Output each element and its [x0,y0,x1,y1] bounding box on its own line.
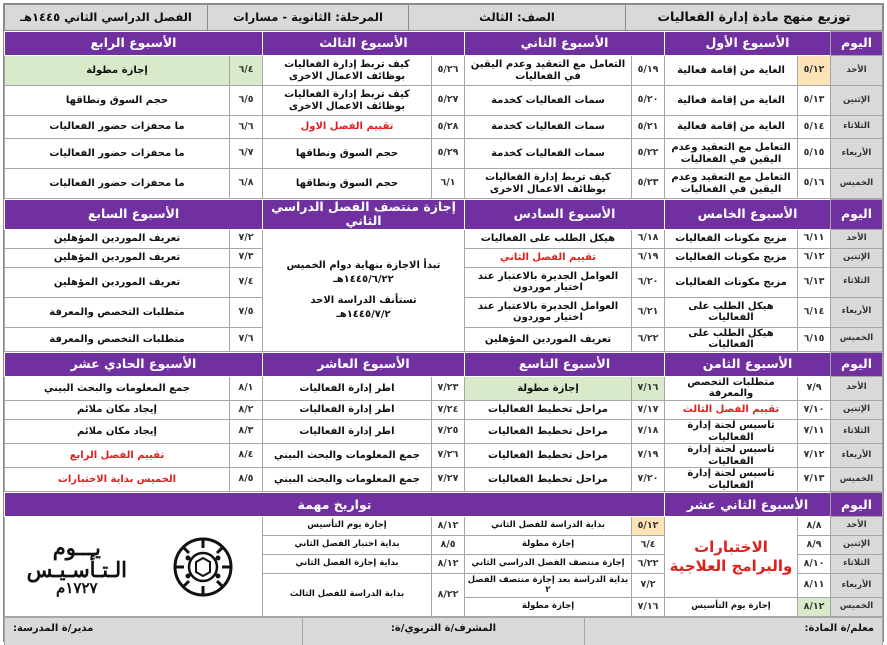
date-cell: ٥/١٩ [632,56,665,86]
lesson-cell: كيف تربط إدارة الفعاليات بوظائف الاعمال الاخرى [262,56,431,86]
date-cell: ٨/١١ [798,574,831,598]
break-resume-text: تستأنف الدراسة الاحد ١٤٤٥/٧/٢هـ [310,295,417,320]
logo-line-3: ١٧٢٧م [56,578,98,597]
date-cell: ٧/١٠ [798,400,831,420]
date-cell: ٨/١ [229,376,262,400]
table-row [5,400,883,420]
day-cell: الإثنين [831,536,883,555]
date-cell: ٧/٢٦ [431,444,464,468]
table-row [5,420,883,444]
week-header-5: الأسبوع الخامس [665,200,831,230]
exams-start-cell: الخميس بداية الاختبارات [5,468,230,492]
date-cell: ٦/٤ [229,56,262,86]
date-cell: ٦/٤ [632,536,665,555]
assessment-cell: تقييم الفصل الثالث [664,400,797,420]
event-cell: بداية إجازة الفصل الثاني [263,555,432,574]
day-cell: الثلاثاء [831,555,883,574]
date-cell: ٧/٢ [632,574,665,598]
date-cell: ٨/٤ [229,444,262,468]
date-cell: ٥/١٦ [798,169,831,199]
week-header-1: الأسبوع الأول [665,32,831,56]
day-cell: الخميس [831,468,883,492]
lesson-cell: الغاية من إقامة فعالية [665,86,798,116]
lesson-cell: كيف تربط إدارة الفعاليات بوظائف الاعمال الاخرى [262,86,431,116]
date-cell: ٦/٢٠ [632,267,665,297]
teacher-signature: معلم/ة المادة: [585,618,883,645]
date-cell: ٦/٢٢ [632,555,665,574]
table-row [5,229,883,248]
date-cell: ٧/٤ [230,267,263,297]
date-cell: ٨/٢٢ [432,574,465,617]
lesson-cell: مزيج مكونات الفعاليات [665,267,798,297]
date-cell: ٧/٣ [230,248,263,267]
lesson-cell: حجم السوق ونطاقها [5,86,230,116]
lesson-cell: جمع المعلومات والبحث البيني [5,376,230,400]
day-header: اليوم [831,493,883,517]
lesson-cell: التعامل مع التعقيد وعدم اليقين في الفعاليات [665,169,798,199]
date-cell: ٧/١٦ [632,598,665,617]
logo-line-2: الـتـأسـيـس [26,556,127,582]
midterm-break-header: إجازة منتصف الفصل الدراسي الثاني [263,200,465,230]
date-cell: ٧/٢٤ [431,400,464,420]
date-cell: ٧/١٧ [631,400,664,420]
founding-day-logo [5,517,263,617]
date-cell: ٥/٢٩ [432,139,465,169]
day-header: اليوم [831,32,883,56]
lesson-cell: التعامل مع التعقيد وعدم اليقين في الفعاليات [465,56,632,86]
lesson-cell: هيكل الطلب على الفعاليات [665,297,798,327]
day-cell: الأربعاء [831,297,883,327]
lesson-cell: تأسيس لجنة إدارة الفعاليات [664,444,797,468]
lesson-cell: تعريف الموردين المؤهلين [5,229,230,248]
week-header-3: الأسبوع الثالث [262,32,464,56]
table-row [5,86,883,116]
block-week-12-and-important-dates [4,492,883,617]
lesson-cell: العوامل الجديرة بالاعتبار عند اختيار موردون [465,297,632,327]
day-cell: الثلاثاء [831,420,883,444]
date-cell: ٨/٥ [432,536,465,555]
date-cell: ٥/١٢ [632,517,665,536]
lesson-cell: تأسيس لجنة إدارة الفعاليات [664,468,797,492]
table-row [5,444,883,468]
event-cell: بداية الدراسة للفصل الثالث [263,574,432,617]
plan-title: توزيع منهج مادة إدارة الفعاليات [626,5,883,31]
lesson-cell: ما محفزات حضور الفعاليات [5,116,230,139]
lesson-cell: متطلبات التخصص والمعرفة [5,297,230,327]
lesson-cell: حجم السوق ونطاقها [262,169,431,199]
day-cell: الخميس [831,169,883,199]
date-cell: ٥/٢٠ [632,86,665,116]
day-cell: الثلاثاء [831,267,883,297]
lesson-cell: هيكل الطلب على الفعاليات [465,229,632,248]
date-cell: ٧/٢٥ [431,420,464,444]
lesson-cell: مراحل تخطيط الفعاليات [464,400,631,420]
week-header-12: الأسبوع الثاني عشر [665,493,831,517]
lesson-cell: مزيج مكونات الفعاليات [665,248,798,267]
week-header-8: الأسبوع الثامن [664,352,830,376]
date-cell: ٦/١٥ [798,327,831,351]
date-cell: ٧/٢٣ [431,376,464,400]
lesson-cell: التعامل مع التعقيد وعدم اليقين في الفعاليات [665,139,798,169]
date-cell: ٨/٩ [798,536,831,555]
lesson-cell: مزيج مكونات الفعاليات [665,229,798,248]
day-cell: الأحد [831,517,883,536]
lesson-cell: تعريف الموردين المؤهلين [5,267,230,297]
date-cell: ٥/٢٢ [632,139,665,169]
lesson-cell: مراحل تخطيط الفعاليات [464,420,631,444]
date-cell: ٧/١١ [798,420,831,444]
table-row [5,468,883,492]
date-cell: ٧/١٢ [798,444,831,468]
week-header-7: الأسبوع السابع [5,200,263,230]
stage-label: المرحلة: الثانوية - مسارات [208,5,409,31]
event-cell: إجازة مطولة [465,536,632,555]
date-cell: ٥/٢٦ [432,56,465,86]
midterm-break-note [263,229,465,351]
date-cell: ٥/٢٧ [432,86,465,116]
date-cell: ٥/١٤ [798,116,831,139]
assessment-cell: تقييم الفصل الرابع [5,444,230,468]
header-table [4,4,883,31]
lesson-cell: تعريف الموردين المؤهلين [465,327,632,351]
date-cell: ٦/١٤ [798,297,831,327]
lesson-cell: إجازة مطولة [5,56,230,86]
lesson-cell: العوامل الجديرة بالاعتبار عند اختيار موردون [465,267,632,297]
date-cell: ٥/١٢ [798,56,831,86]
event-cell: بداية الدراسة للفصل الثاني [465,517,632,536]
lesson-cell: اطر إدارة الفعاليات [262,400,431,420]
exams-text: الاختبارات [694,537,768,556]
lesson-cell: سمات الفعاليات كخدمة [465,116,632,139]
date-cell: ٨/٣ [229,420,262,444]
remedial-text: والبرامج العلاجية [669,557,793,576]
date-cell: ٨/٢ [229,400,262,420]
lesson-cell: مراحل تخطيط الفعاليات [464,468,631,492]
lesson-cell: مراحل تخطيط الفعاليات [464,444,631,468]
event-cell: بداية اختبار الفصل الثاني [263,536,432,555]
date-cell: ٥/٢٣ [632,169,665,199]
lesson-cell: اطر إدارة الفعاليات [262,420,431,444]
week-header-11: الأسبوع الحادي عشر [5,352,263,376]
day-cell: الإثنين [831,400,883,420]
day-cell: الأربعاء [831,139,883,169]
lesson-cell: إيجاد مكان ملائم [5,400,230,420]
lesson-cell: ما محفزات حضور الفعاليات [5,139,230,169]
day-cell: الأحد [831,376,883,400]
date-cell: ٦/١٩ [632,248,665,267]
supervisor-signature: المشرف/ة التربوي/ة: [303,618,585,645]
table-row [5,139,883,169]
lesson-cell: جمع المعلومات والبحث البيني [262,468,431,492]
block-weeks-1-4 [4,31,883,199]
week-header-4: الأسبوع الرابع [5,32,263,56]
lesson-cell: متطلبات التخصص والمعرفة [664,376,797,400]
block-weeks-8-11 [4,352,883,493]
lesson-cell: سمات الفعاليات كخدمة [465,86,632,116]
day-header: اليوم [831,200,883,230]
date-cell: ٦/٥ [229,86,262,116]
founding-day-holiday-cell: إجازة يوم التأسيس [665,598,798,617]
lesson-cell: ما محفزات حضور الفعاليات [5,169,230,199]
date-cell: ٦/٨ [229,169,262,199]
lesson-cell: الغاية من إقامة فعالية [665,56,798,86]
lesson-cell: جمع المعلومات والبحث البيني [262,444,431,468]
event-cell: بداية الدراسة بعد إجازة منتصف الفصل ٢ [465,574,632,598]
assessment-cell: تقييم الفصل الاول [262,116,431,139]
day-cell: الأحد [831,229,883,248]
lesson-cell: تأسيس لجنة إدارة الفعاليات [664,420,797,444]
lesson-cell: متطلبات التخصص والمعرفة [5,327,230,351]
date-cell: ٧/٢ [230,229,263,248]
week-header-10: الأسبوع العاشر [262,352,464,376]
event-cell: إجازة يوم التأسيس [263,517,432,536]
table-row [5,376,883,400]
lesson-cell: إيجاد مكان ملائم [5,420,230,444]
day-cell: الأربعاء [831,574,883,598]
date-cell: ٨/١٢ [432,517,465,536]
date-cell: ٨/٥ [229,468,262,492]
date-cell: ٥/١٣ [798,86,831,116]
week-header-9: الأسبوع التاسع [464,352,664,376]
lesson-cell: تعريف الموردين المؤهلين [5,248,230,267]
day-cell: الخميس [831,598,883,617]
event-cell: إجازة مطولة [465,598,632,617]
date-cell: ٦/١٨ [632,229,665,248]
date-cell: ٦/٧ [229,139,262,169]
event-cell: إجازة منتصف الفصل الدراسي الثاني [465,555,632,574]
date-cell: ٦/٢١ [632,297,665,327]
day-cell: الأربعاء [831,444,883,468]
date-cell: ٦/٢٢ [632,327,665,351]
date-cell: ٦/١١ [798,229,831,248]
date-cell: ٥/٢١ [632,116,665,139]
day-header: اليوم [831,352,883,376]
date-cell: ٧/١٦ [631,376,664,400]
signature-footer [4,617,883,645]
date-cell: ٦/١٢ [798,248,831,267]
founding-day-emblem-icon [166,536,240,598]
week-header-6: الأسبوع السادس [465,200,665,230]
date-cell: ٧/١٣ [798,468,831,492]
date-cell: ٨/١٢ [798,598,831,617]
day-cell: الثلاثاء [831,116,883,139]
term-label: الفصل الدراسي الثاني ١٤٤٥هـ [5,5,208,31]
date-cell: ٦/١ [432,169,465,199]
date-cell: ٧/١٩ [631,444,664,468]
important-dates-header: تواريخ مهمة [5,493,665,517]
lesson-cell: سمات الفعاليات كخدمة [465,139,632,169]
table-row [5,56,883,86]
date-cell: ٧/١٨ [631,420,664,444]
date-cell: ٨/١٢ [432,555,465,574]
curriculum-sheet [3,3,884,642]
table-row [5,116,883,139]
lesson-cell: الغاية من إقامة فعالية [665,116,798,139]
date-cell: ٦/٦ [229,116,262,139]
date-cell: ٧/٥ [230,297,263,327]
break-start-text: تبدأ الاجازة بنهاية دوام الخميس ١٤٤٥/٦/٢٢هـ [286,260,441,285]
lesson-cell: إجازة مطولة [464,376,631,400]
date-cell: ٧/٦ [230,327,263,351]
date-cell: ٥/٢٨ [432,116,465,139]
block-weeks-5-7 [4,199,883,352]
date-cell: ٦/١٣ [798,267,831,297]
logo-text [26,534,127,597]
logo-line-1: يـــوم [52,534,101,560]
grade-label: الصف: الثالث [409,5,626,31]
lesson-cell: اطر إدارة الفعاليات [262,376,431,400]
date-cell: ٧/٩ [798,376,831,400]
week-header-2: الأسبوع الثاني [465,32,665,56]
table-row [5,517,883,536]
day-cell: الإثنين [831,86,883,116]
principal-signature: مدير/ة المدرسة: [5,618,303,645]
date-cell: ٨/١٠ [798,555,831,574]
date-cell: ٥/١٥ [798,139,831,169]
day-cell: الأحد [831,56,883,86]
date-cell: ٧/٢٧ [431,468,464,492]
exams-remedial-note [665,517,798,598]
lesson-cell: كيف تربط إدارة الفعاليات بوظائف الاعمال الاخرى [465,169,632,199]
lesson-cell: حجم السوق ونطاقها [262,139,431,169]
date-cell: ٨/٨ [798,517,831,536]
lesson-cell: هيكل الطلب على الفعاليات [665,327,798,351]
table-row [5,169,883,199]
day-cell: الإثنين [831,248,883,267]
date-cell: ٧/٢٠ [631,468,664,492]
assessment-cell: تقييم الفصل الثاني [465,248,632,267]
day-cell: الخميس [831,327,883,351]
